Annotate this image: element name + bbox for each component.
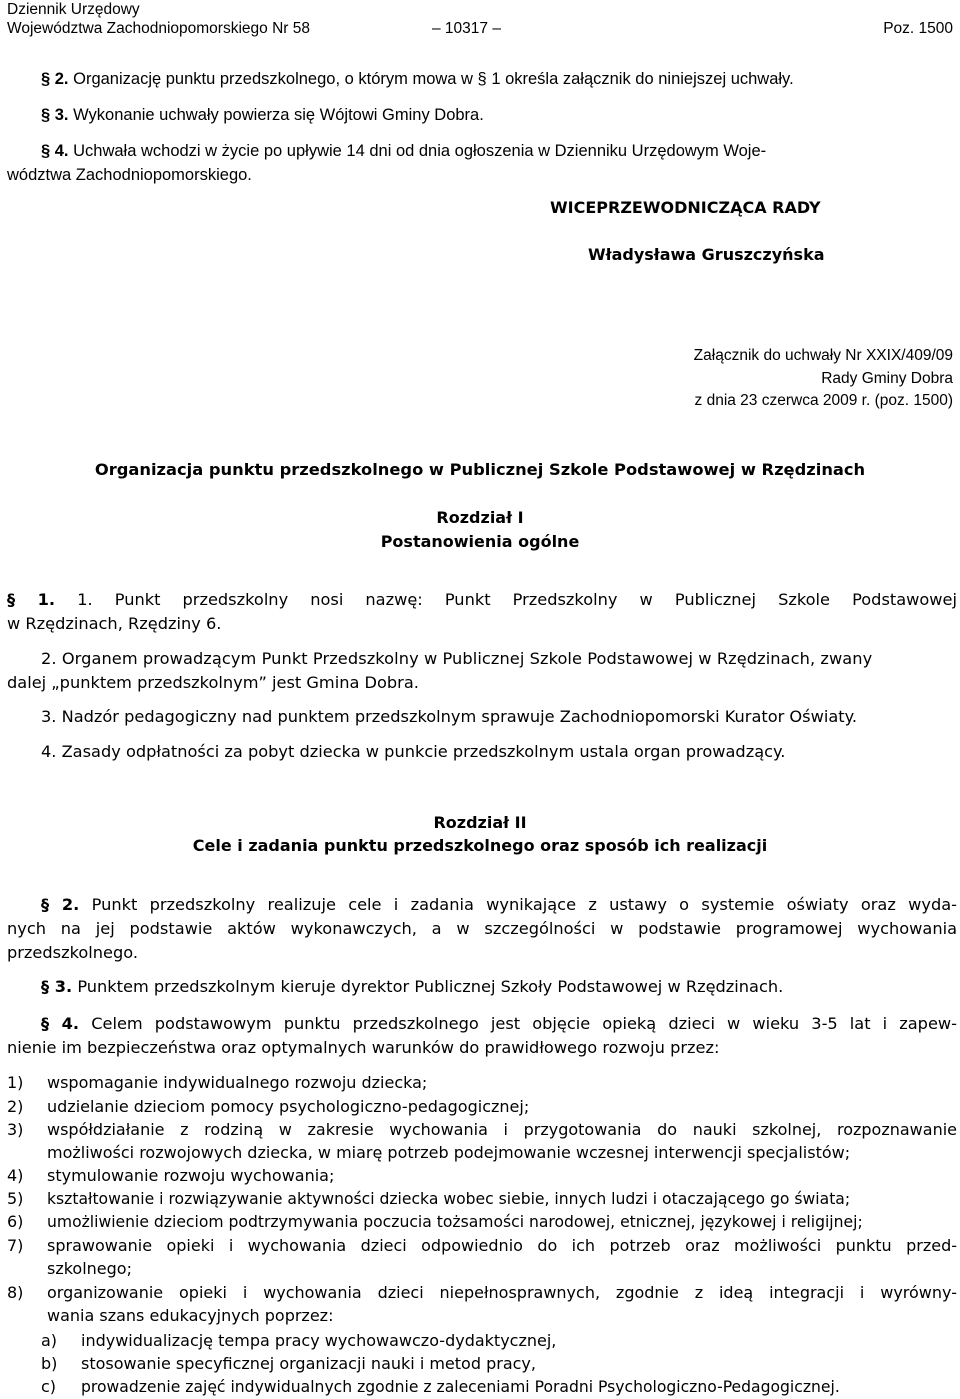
section-mark: § 1. (7, 590, 56, 609)
list-item-number: 8) (7, 1283, 24, 1302)
section-mark: § 3. (41, 106, 69, 124)
paragraph-text: Punkt przedszkolny realizuje cele i zadania wynikające z ustawy o systemie oświaty oraz wyda- (91, 895, 957, 914)
list-item (7, 1096, 957, 1120)
section-mark: § 2. (41, 895, 80, 914)
list-item-number: 6) (7, 1212, 24, 1231)
list-item-text: wspomaganie indywidualnego rozwoju dziecka; (47, 1073, 428, 1092)
list-item-text: umożliwienie dzieciom podtrzymywania poczucia tożsamości narodowej, etnicznej, językowej i religijnej; (47, 1213, 863, 1231)
sub-item-text: stosowanie specyficznej organizacji nauki i metod pracy, (81, 1354, 536, 1373)
section-mark: § 2. (41, 70, 69, 88)
paragraph-text: 1. Punkt przedszkolny nosi nazwę: Punkt Przedszkolny w Publicznej Szkole Podstawowej (77, 590, 957, 609)
sub-item-text: indywidualizację tempa pracy wychowawczo-dydaktycznej, (81, 1331, 557, 1350)
list-item-text: udzielanie dzieciom pomocy psychologiczno-pedagogicznej; (47, 1097, 530, 1116)
list-item-text: organizowanie opieki i wychowania dzieci niepełnosprawnych, zgodnie z ideą integracji i wyrówny- (47, 1283, 957, 1302)
chapter2-s2-line1 (41, 894, 957, 916)
list-item (7, 1282, 957, 1328)
chapter-number: Rozdział II (433, 813, 527, 832)
list-item-number: 4) (7, 1166, 24, 1185)
list-item (7, 1235, 957, 1281)
list-item-text: kształtowanie i rozwiązywanie aktywności dziecka wobec siebie, innych ludzi i otaczającego go świata; (47, 1190, 851, 1208)
list-item-number: 5) (7, 1189, 24, 1208)
chapter1-p2-line2: dalej „punktem przedszkolnym” jest Gmina Dobra. (7, 673, 419, 692)
chapter2-s4-line2: nienie im bezpieczeństwa oraz optymalnych warunków do prawidłowego rozwoju przez: (7, 1038, 720, 1057)
list-item-text-cont: możliwości rozwojowych dziecka, w miarę potrzeb podejmowanie wczesnej interwencji specjalistów; (47, 1143, 851, 1162)
list-item-number: 7) (7, 1236, 24, 1255)
list-item (7, 1072, 957, 1096)
paragraph-text: Wykonanie uchwały powierza się Wójtowi Gminy Dobra. (73, 106, 484, 124)
list-item (7, 1188, 957, 1212)
paragraph-text: Uchwała wchodzi w życie po upływie 14 dni od dnia ogłoszenia w Dzienniku Urzędowym Woje- (73, 142, 767, 160)
document-title: Organizacja punktu przedszkolnego w Publicznej Szkole Podstawowej w Rzędzinach (94, 460, 866, 479)
list-item-text: stymulowanie rozwoju wychowania; (47, 1166, 335, 1185)
chapter1-p2-line1: 2. Organem prowadzącym Punkt Przedszkolny w Publicznej Szkole Podstawowej w Rzędzinach, zwany (41, 649, 873, 668)
section-mark: § 4. (41, 142, 69, 160)
signature-name: Władysława Gruszczyńska (588, 245, 825, 264)
attachment-line3: z dnia 23 czerwca 2009 r. (poz. 1500) (694, 392, 953, 409)
paragraph-text: Punktem przedszkolnym kieruje dyrektor Publicznej Szkoły Podstawowej w Rzędzinach. (77, 977, 784, 996)
chapter1-p1-line1 (7, 589, 957, 611)
list-item-text-cont: szkolnego; (47, 1259, 132, 1278)
chapter2-s3 (41, 976, 783, 998)
chapter2-s2-line3: przedszkolnego. (7, 943, 139, 962)
page-number: – 10317 – (432, 20, 501, 37)
paragraph-s3 (41, 103, 484, 127)
sub-list-item (41, 1376, 957, 1399)
list-item (7, 1165, 957, 1189)
sub-item-letter: c) (41, 1377, 57, 1396)
chapter-title: Postanowienia ogólne (380, 532, 580, 551)
paragraph-text: Organizację punktu przedszkolnego, o którym mowa w § 1 określa załącznik do niniejszej uchwały. (73, 70, 794, 88)
list-item-number: 1) (7, 1073, 24, 1092)
attachment-line1: Załącznik do uchwały Nr XXIX/409/09 (693, 347, 953, 364)
chapter1-p1-line2: w Rzędzinach, Rzędziny 6. (7, 614, 222, 633)
list-item-text-cont: wania szans edukacyjnych poprzez: (47, 1306, 334, 1325)
attachment-line2: Rady Gminy Dobra (821, 370, 953, 387)
list-item-number: 3) (7, 1120, 24, 1139)
chapter-number: Rozdział I (436, 508, 524, 527)
chapter2-s2-line2: nych na jej podstawie aktów wykonawczych, a w szczególności w podstawie programowej wychowania (7, 919, 957, 938)
position-number: Poz. 1500 (883, 20, 953, 37)
section-mark: § 3. (41, 977, 73, 996)
sub-list-item (41, 1330, 957, 1354)
paragraph-s2 (41, 67, 794, 91)
sub-item-letter: b) (41, 1354, 58, 1373)
journal-name-line2: Województwa Zachodniopomorskiego Nr 58 (7, 20, 310, 37)
chapter2-s4-line1 (41, 1013, 957, 1035)
list-item-text: sprawowanie opieki i wychowania dzieci odpowiednio do ich potrzeb oraz możliwości punktu przed- (47, 1236, 957, 1255)
sub-item-text: prowadzenie zajęć indywidualnych zgodnie z zaleceniami Poradni Psychologiczno-Pedagogicznej. (81, 1378, 840, 1396)
paragraph-s4 (41, 139, 766, 163)
section-mark: § 4. (41, 1014, 80, 1033)
signature-role: WICEPRZEWODNICZĄCA RADY (550, 198, 821, 217)
paragraph-s4-cont: wództwa Zachodniopomorskiego. (7, 166, 252, 184)
chapter1-p4: 4. Zasady odpłatności za pobyt dziecka w punkcie przedszkolnym ustala organ prowadzący. (41, 742, 786, 761)
sub-list-item (41, 1353, 957, 1377)
list-item-text: współdziałanie z rodziną w zakresie wychowania i przygotowania do nauki szkolnej, rozpoznawanie (47, 1120, 957, 1139)
sub-item-letter: a) (41, 1331, 58, 1350)
list-item (7, 1211, 957, 1235)
chapter-title: Cele i zadania punktu przedszkolnego oraz sposób ich realizacji (192, 836, 768, 855)
paragraph-text: Celem podstawowym punktu przedszkolnego jest objęcie opieką dzieci w wieku 3-5 lat i zapew- (91, 1014, 957, 1033)
journal-name-line1: Dziennik Urzędowy (7, 1, 140, 18)
list-item-number: 2) (7, 1097, 24, 1116)
list-item (7, 1119, 957, 1165)
chapter1-p3: 3. Nadzór pedagogiczny nad punktem przedszkolnym sprawuje Zachodniopomorski Kurator Oświaty. (41, 707, 858, 726)
